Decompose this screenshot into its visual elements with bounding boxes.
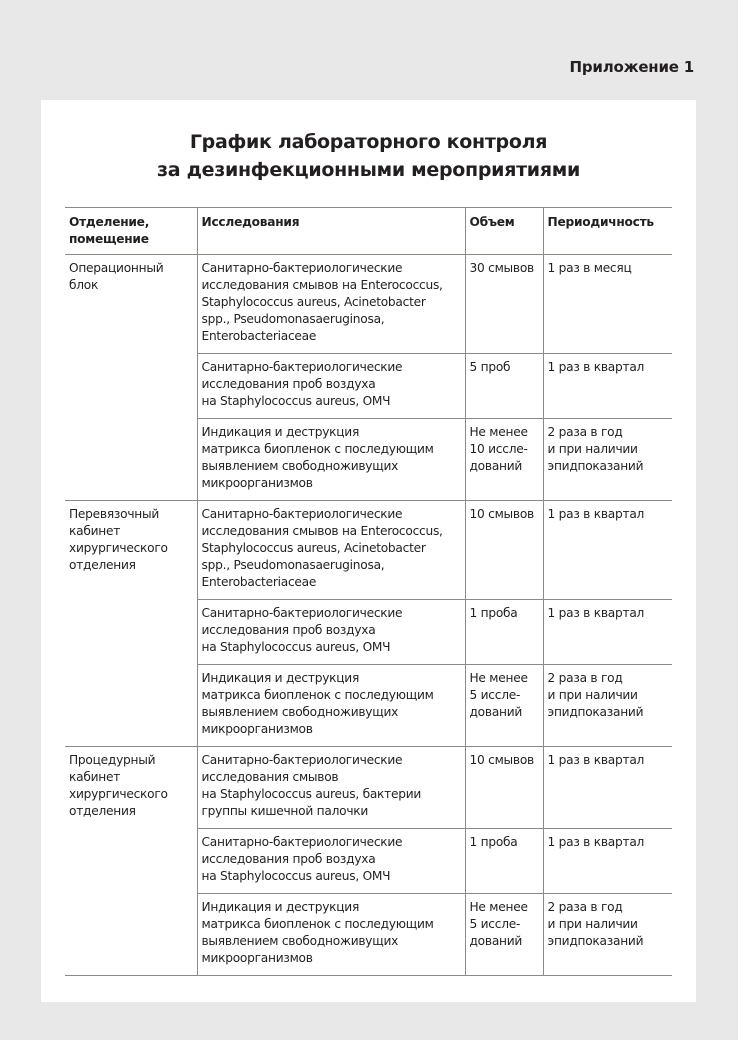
study-cell: Индикация и деструкция матрикса биопленок с последующим выявлением свободноживущих микроорганизмов [197,419,465,501]
volume-cell: 10 смывов [465,747,543,829]
appendix-label: Приложение 1 [569,58,694,76]
periodicity-cell: 1 раз в месяц [543,255,672,354]
volume-cell: 10 смывов [465,501,543,600]
periodicity-cell: 1 раз в квартал [543,829,672,894]
periodicity-cell: 1 раз в квартал [543,747,672,829]
table-header-row [65,208,672,255]
study-cell: Санитарно-бактериологические исследования проб воздуха на Staphylococcus aureus, ОМЧ [197,354,465,419]
volume-cell: 5 проб [465,354,543,419]
periodicity-cell: 1 раз в квартал [543,354,672,419]
title-line-2: за дезинфекционными мероприятиями [157,159,580,181]
study-cell: Санитарно-бактериологические исследования проб воздуха на Staphylococcus aureus, ОМЧ [197,600,465,665]
study-cell: Индикация и деструкция матрикса биопленок с последующим выявлением свободноживущих микроорганизмов [197,665,465,747]
header-periodicity: Периодичность [543,208,672,255]
volume-cell: Не менее 5 иссле- дований [465,665,543,747]
study-cell: Санитарно-бактериологические исследования смывов на Enterococcus, Staphylococcus aureus, Acinetobacter spp., Pseudomonasaeruginosa, Enterobacteriaceae [197,255,465,354]
document-title [41,128,696,184]
dept-cell: Операционный блок [69,261,164,292]
lab-control-table [65,207,672,976]
volume-cell: Не менее 10 иссле- дований [465,419,543,501]
volume-cell: 1 проба [465,600,543,665]
header-volume: Объем [465,208,543,255]
study-cell: Санитарно-бактериологические исследования смывов на Staphylococcus aureus, бактерии группы кишечной палочки [197,747,465,829]
periodicity-cell: 2 раза в год и при наличии эпидпоказаний [543,419,672,501]
periodicity-cell: 1 раз в квартал [543,600,672,665]
volume-cell: Не менее 5 иссле- дований [465,894,543,976]
study-cell: Санитарно-бактериологические исследования смывов на Enterococcus, Staphylococcus aureus, Acinetobacter spp., Pseudomonasaeruginosa, Enterobacteriaceae [197,501,465,600]
header-study: Исследования [197,208,465,255]
table-row [65,747,672,829]
table-row [65,501,672,600]
study-cell: Санитарно-бактериологические исследования проб воздуха на Staphylococcus aureus, ОМЧ [197,829,465,894]
table-body [65,255,672,976]
volume-cell: 30 смывов [465,255,543,354]
table-row [65,255,672,354]
volume-cell: 1 проба [465,829,543,894]
dept-cell: Перевязочный кабинет хирургического отделения [65,501,197,747]
periodicity-cell: 2 раза в год и при наличии эпидпоказаний [543,665,672,747]
title-line-1: График лабораторного контроля [189,131,548,153]
study-cell: Индикация и деструкция матрикса биопленок с последующим выявлением свободноживущих микроорганизмов [197,894,465,976]
header-dept: Отделение, помещение [65,208,197,255]
periodicity-cell: 2 раза в год и при наличии эпидпоказаний [543,894,672,976]
dept-cell: Процедурный кабинет хирургического отделения [65,747,197,976]
periodicity-cell: 1 раз в квартал [543,501,672,600]
document-panel [41,100,696,1002]
